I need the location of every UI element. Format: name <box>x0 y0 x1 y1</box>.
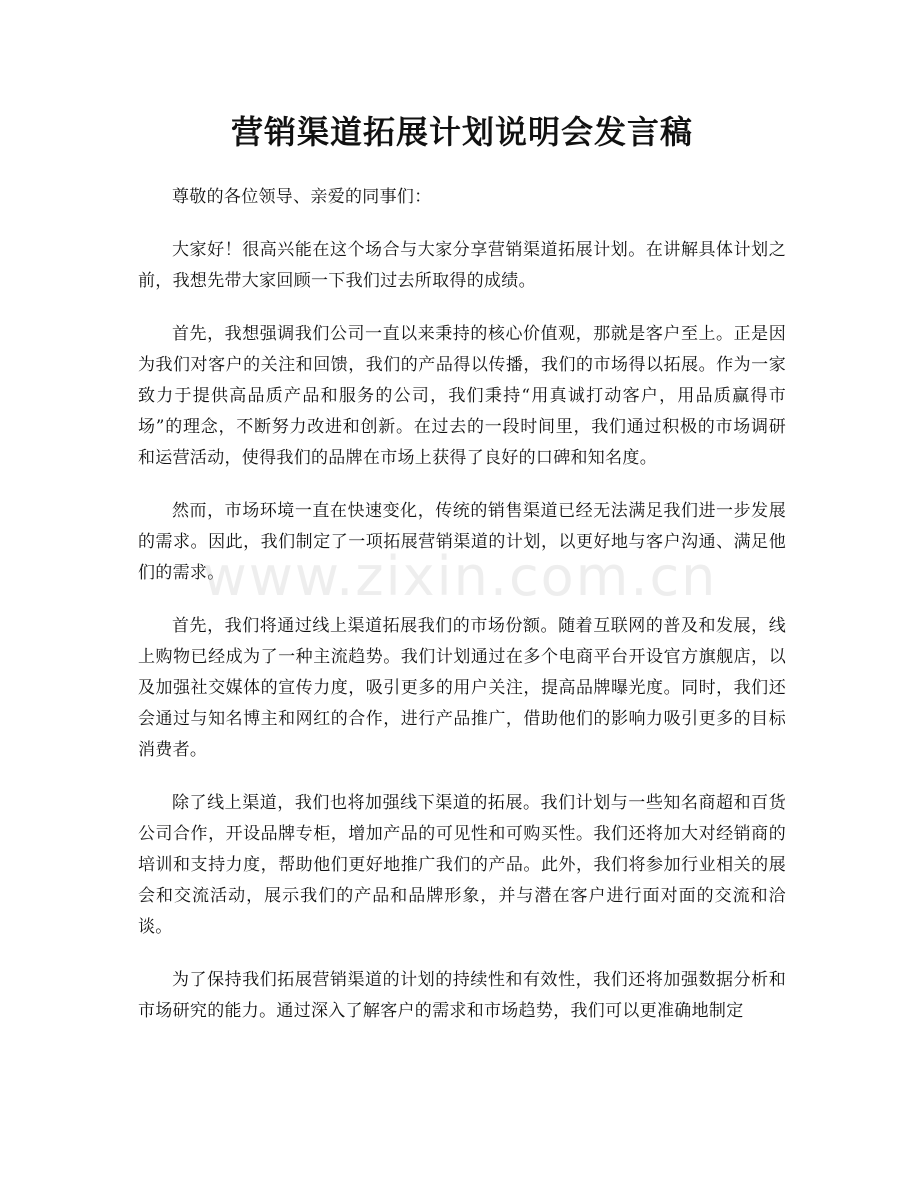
paragraph-core-values: 首先，我想强调我们公司一直以来秉持的核心价值观，那就是客户至上。正是因为我们对客户的关注和回馈，我们的产品得以传播，我们的市场得以拓展。作为一家致力于提供高品质产品和服务的公司，我们秉持“用真诚打动客户，用品质赢得市场”的理念，不断努力改进和创新。在过去的一段时间里，我们通过积极的市场调研和运营活动，使得我们的品牌在市场上获得了良好的口碑和知名度。 <box>138 324 786 468</box>
paragraph-market-change: 然而，市场环境一直在快速变化，传统的销售渠道已经无法满足我们进一步发展的需求。因此，我们制定了一项拓展营销渠道的计划，以更好地与客户沟通、满足他们的需求。 <box>138 501 786 583</box>
paragraph-data-analysis: 为了保持我们拓展营销渠道的计划的持续性和有效性，我们还将加强数据分析和市场研究的能力。通过深入了解客户的需求和市场趋势，我们可以更准确地制定 <box>138 970 786 1021</box>
watermark: www.zixin.com.cn <box>202 545 718 608</box>
paragraph-offline-channels: 除了线上渠道，我们也将加强线下渠道的拓展。我们计划与一些知名商超和百货公司合作，开设品牌专柜，增加产品的可见性和可购买性。我们还将加大对经销商的培训和支持力度，帮助他们更好地推广我们的产品。此外，我们将参加行业相关的展会和交流活动，展示我们的产品和品牌形象，并与潜在客户进行面对面的交流和洽谈。 <box>138 793 786 937</box>
paragraph-greeting: 大家好！很高兴能在这个场合与大家分享营销渠道拓展计划。在讲解具体计划之前，我想先带大家回顾一下我们过去所取得的成绩。 <box>138 240 786 291</box>
paragraph-salutation: 尊敬的各位领导、亲爱的同事们： <box>172 187 432 207</box>
paragraph-online-channels: 首先，我们将通过线上渠道拓展我们的市场份额。随着互联网的普及和发展，线上购物已经成为了一种主流趋势。我们计划通过在多个电商平台开设官方旗舰店，以及加强社交媒体的宣传力度，吸引更多的用户关注，提高品牌曝光度。同时，我们还会通过与知名博主和网红的合作，进行产品推广，借助他们的影响力吸引更多的目标消费者。 <box>138 616 786 760</box>
document-title: 营销渠道拓展计划说明会发言稿 <box>230 113 693 151</box>
